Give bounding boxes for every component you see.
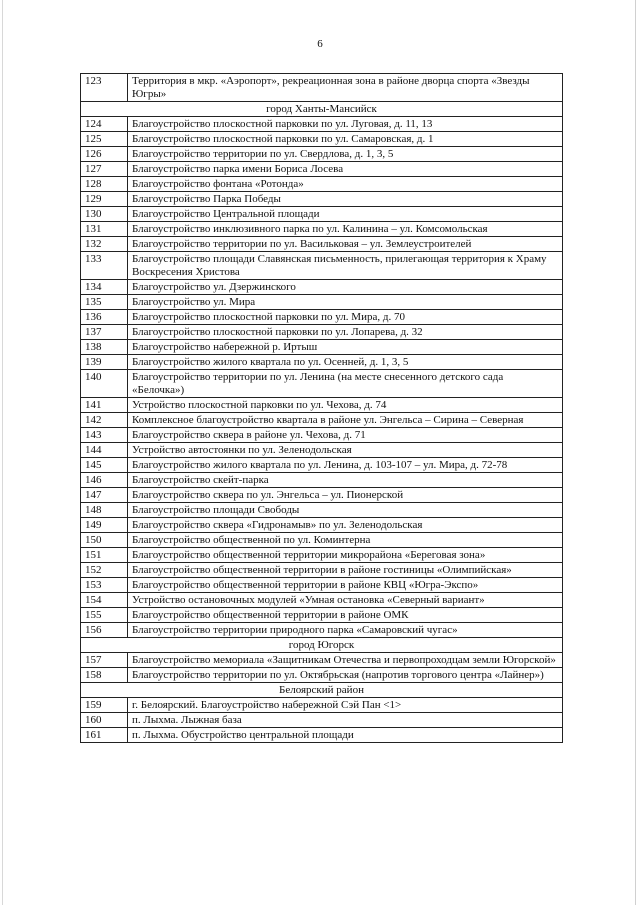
row-description: Благоустройство жилого квартала по ул. Ленина, д. 103-107 – ул. Мира, д. 72-78 xyxy=(128,458,563,473)
table-row xyxy=(81,295,563,310)
row-number: 144 xyxy=(81,443,128,458)
table-row xyxy=(81,533,563,548)
table-row xyxy=(81,623,563,638)
row-number: 126 xyxy=(81,147,128,162)
row-description: Благоустройство инклюзивного парка по ул. Калинина – ул. Комсомольская xyxy=(128,222,563,237)
table-row xyxy=(81,162,563,177)
row-description: Устройство плоскостной парковки по ул. Чехова, д. 74 xyxy=(128,398,563,413)
row-description: Благоустройство территории по ул. Свердлова, д. 1, 3, 5 xyxy=(128,147,563,162)
table-row xyxy=(81,398,563,413)
row-description: Благоустройство общественной территории микрорайона «Береговая зона» xyxy=(128,548,563,563)
row-description: Благоустройство плоскостной парковки по ул. Луговая, д. 11, 13 xyxy=(128,117,563,132)
row-description: п. Лыхма. Обустройство центральной площади xyxy=(128,728,563,743)
row-description: Благоустройство Центральной площади xyxy=(128,207,563,222)
row-number: 142 xyxy=(81,413,128,428)
row-description: Благоустройство ул. Мира xyxy=(128,295,563,310)
row-number: 137 xyxy=(81,325,128,340)
row-number: 135 xyxy=(81,295,128,310)
row-number: 154 xyxy=(81,593,128,608)
row-description: Благоустройство жилого квартала по ул. Осенней, д. 1, 3, 5 xyxy=(128,355,563,370)
row-description: п. Лыхма. Лыжная база xyxy=(128,713,563,728)
row-number: 125 xyxy=(81,132,128,147)
row-number: 159 xyxy=(81,698,128,713)
row-number: 130 xyxy=(81,207,128,222)
section-heading: город Югорск xyxy=(81,638,563,653)
row-description: Благоустройство мемориала «Защитникам Отечества и первопроходцам земли Югорской» xyxy=(128,653,563,668)
row-description: Благоустройство фонтана «Ротонда» xyxy=(128,177,563,192)
row-description: Благоустройство территории по ул. Ленина (на месте снесенного детского сада «Белочка») xyxy=(128,370,563,398)
table-row xyxy=(81,473,563,488)
row-description: Устройство остановочных модулей «Умная остановка «Северный вариант» xyxy=(128,593,563,608)
row-number: 145 xyxy=(81,458,128,473)
table-row xyxy=(81,503,563,518)
row-number: 149 xyxy=(81,518,128,533)
section-row xyxy=(81,683,563,698)
row-description: Благоустройство набережной р. Иртыш xyxy=(128,340,563,355)
row-description: Комплексное благоустройство квартала в районе ул. Энгельса – Сирина – Северная xyxy=(128,413,563,428)
row-number: 132 xyxy=(81,237,128,252)
row-number: 134 xyxy=(81,280,128,295)
row-number: 136 xyxy=(81,310,128,325)
row-number: 152 xyxy=(81,563,128,578)
table-row xyxy=(81,310,563,325)
row-description: Устройство автостоянки по ул. Зеленодольская xyxy=(128,443,563,458)
row-number: 158 xyxy=(81,668,128,683)
row-description: Благоустройство сквера по ул. Энгельса – ул. Пионерской xyxy=(128,488,563,503)
table-row xyxy=(81,74,563,102)
row-number: 131 xyxy=(81,222,128,237)
row-number: 160 xyxy=(81,713,128,728)
table-row xyxy=(81,192,563,207)
row-number: 139 xyxy=(81,355,128,370)
row-description: Благоустройство общественной территории в районе КВЦ «Югра-Экспо» xyxy=(128,578,563,593)
row-description: Благоустройство скейт-парка xyxy=(128,473,563,488)
row-description: Благоустройство общественной по ул. Коминтерна xyxy=(128,533,563,548)
row-number: 150 xyxy=(81,533,128,548)
row-number: 153 xyxy=(81,578,128,593)
table-row xyxy=(81,222,563,237)
table-row xyxy=(81,563,563,578)
row-description: Благоустройство площади Свободы xyxy=(128,503,563,518)
table-row xyxy=(81,713,563,728)
row-number: 161 xyxy=(81,728,128,743)
table-row xyxy=(81,252,563,280)
table-row xyxy=(81,518,563,533)
row-number: 148 xyxy=(81,503,128,518)
table-row xyxy=(81,340,563,355)
scan-edge-right xyxy=(635,0,636,905)
table-row xyxy=(81,370,563,398)
table-row xyxy=(81,325,563,340)
row-description: Благоустройство Парка Победы xyxy=(128,192,563,207)
table-row xyxy=(81,147,563,162)
row-number: 129 xyxy=(81,192,128,207)
row-description: Благоустройство плоскостной парковки по ул. Мира, д. 70 xyxy=(128,310,563,325)
row-description: Благоустройство территории по ул. Октябрьская (напротив торгового центра «Лайнер») xyxy=(128,668,563,683)
table-row xyxy=(81,428,563,443)
territories-table xyxy=(80,73,563,743)
table-row xyxy=(81,443,563,458)
table-row xyxy=(81,593,563,608)
table-row xyxy=(81,608,563,623)
section-heading: город Ханты-Мансийск xyxy=(81,102,563,117)
row-number: 146 xyxy=(81,473,128,488)
table-row xyxy=(81,488,563,503)
row-description: Благоустройство территории по ул. Васильковая – ул. Землеустроителей xyxy=(128,237,563,252)
section-heading: Белоярский район xyxy=(81,683,563,698)
row-number: 147 xyxy=(81,488,128,503)
row-description: Благоустройство площади Славянская письменность, прилегающая территория к Храму Воскресения Христова xyxy=(128,252,563,280)
row-description: г. Белоярский. Благоустройство набережной Сэй Пан <1> xyxy=(128,698,563,713)
table-row xyxy=(81,177,563,192)
row-description: Благоустройство сквера в районе ул. Чехова, д. 71 xyxy=(128,428,563,443)
row-number: 156 xyxy=(81,623,128,638)
row-number: 155 xyxy=(81,608,128,623)
table-row xyxy=(81,132,563,147)
row-number: 133 xyxy=(81,252,128,280)
table-row xyxy=(81,668,563,683)
section-row xyxy=(81,638,563,653)
row-description: Благоустройство территории природного парка «Самаровский чугас» xyxy=(128,623,563,638)
table-row xyxy=(81,117,563,132)
row-number: 157 xyxy=(81,653,128,668)
row-number: 141 xyxy=(81,398,128,413)
table-row xyxy=(81,458,563,473)
section-row xyxy=(81,102,563,117)
row-description: Благоустройство общественной территории в районе гостиницы «Олимпийская» xyxy=(128,563,563,578)
table-row xyxy=(81,653,563,668)
row-description: Благоустройство общественной территории в районе ОМК xyxy=(128,608,563,623)
table-row xyxy=(81,207,563,222)
table-row xyxy=(81,728,563,743)
row-number: 128 xyxy=(81,177,128,192)
table-row xyxy=(81,548,563,563)
row-description: Благоустройство сквера «Гидронамыв» по ул. Зеленодольская xyxy=(128,518,563,533)
row-number: 140 xyxy=(81,370,128,398)
page-number: 6 xyxy=(317,38,323,50)
table-row xyxy=(81,698,563,713)
row-description: Благоустройство плоскостной парковки по ул. Самаровская, д. 1 xyxy=(128,132,563,147)
row-number: 151 xyxy=(81,548,128,563)
table-row xyxy=(81,280,563,295)
row-number: 127 xyxy=(81,162,128,177)
table-row xyxy=(81,578,563,593)
table-row xyxy=(81,237,563,252)
row-description: Благоустройство ул. Дзержинского xyxy=(128,280,563,295)
row-number: 143 xyxy=(81,428,128,443)
table-row xyxy=(81,355,563,370)
table-body xyxy=(81,74,563,743)
row-number: 138 xyxy=(81,340,128,355)
table-row xyxy=(81,413,563,428)
scan-edge-left xyxy=(2,0,3,905)
row-description: Благоустройство парка имени Бориса Лосева xyxy=(128,162,563,177)
row-number: 123 xyxy=(81,74,128,102)
row-description: Территория в мкр. «Аэропорт», рекреационная зона в районе дворца спорта «Звезды Югры» xyxy=(128,74,563,102)
row-description: Благоустройство плоскостной парковки по ул. Лопарева, д. 32 xyxy=(128,325,563,340)
row-number: 124 xyxy=(81,117,128,132)
